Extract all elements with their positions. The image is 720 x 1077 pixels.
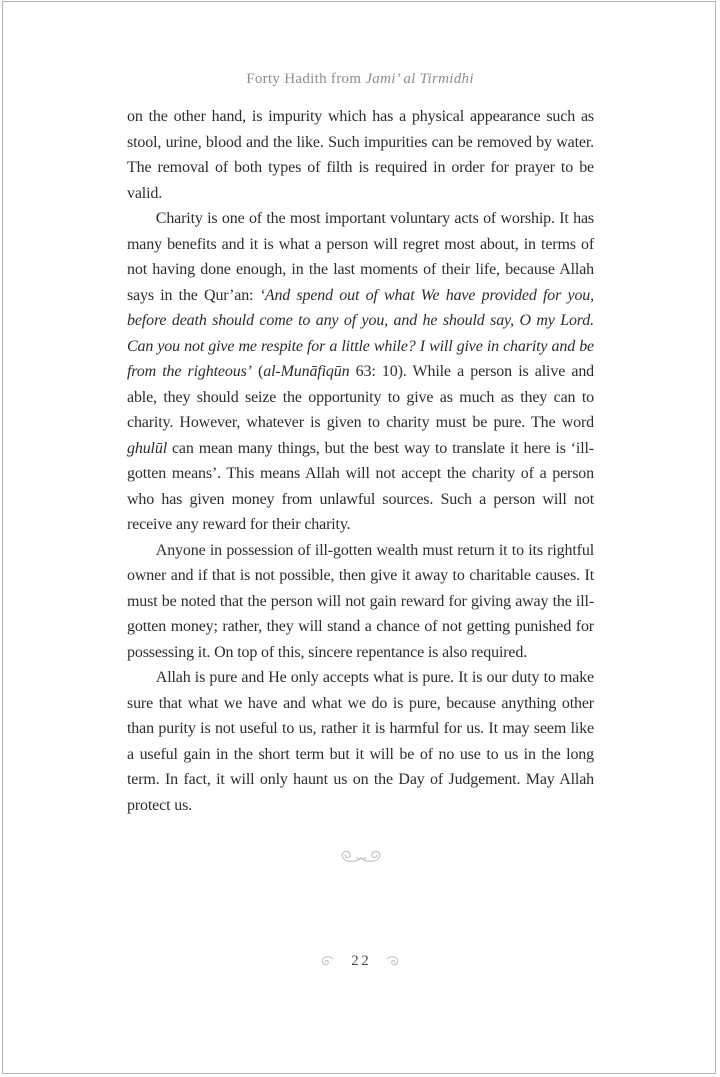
italic-text-run: ‘And spend out of what We have provided for you, before death should come to any of you, and he should say, O my Lord. Can you not give me respite for a little while? I will give in charity and be from the righteous’ [127,286,594,380]
scroll-divider-icon [333,849,389,865]
paragraph [127,104,594,206]
text-run: on the other hand, is impurity which has a physical appearance such as stool, urine, blood and the like. Such impurities can be removed by water. The removal of both types of filth is required in order for prayer to be valid. [127,108,594,202]
scroll-flourish-left-icon [320,955,334,967]
paragraph [127,538,594,666]
page-footer [0,951,720,971]
running-head-pretitle: Forty Hadith from [246,71,366,87]
running-head [0,71,720,88]
italic-text-run: ghulūl [127,439,167,457]
text-block [127,104,594,870]
text-run: Charity is one of the most important voluntary acts of worship. It has many benefits and it is what a person will regret most about, in terms of not having done enough, in the last moments of their life, because Allah says in the Qur’an: [127,210,594,304]
scroll-flourish-right-icon [386,955,400,967]
paragraph [127,206,594,538]
italic-text-run: al-Munāfiqūn [263,363,350,380]
text-run: 63: 10). While a person is alive and able, they should seize the opportunity to give as much as they can to charity. However, whatever is given to charity must be pure. The word [127,363,595,431]
text-run: Anyone in possession of ill-gotten wealth must return it to its rightful owner and if that is not possible, then give it away to charitable causes. It must be noted that the person will not gain reward for giving away the ill-gotten money; rather, they will stand a chance of not getting punished for possessing it. On top of this, sincere repentance is also required. [127,541,594,661]
paragraph [127,665,594,818]
text-run: ( [251,363,264,380]
text-run: Allah is pure and He only accepts what is pure. It is our duty to make sure that what we have and what we do is pure, because anything other than purity is not useful to us, rather it is harmful for us. It may seem like a useful gain in the short term but it will be of no use to us in the long term. In fact, it will only haunt us on the Day of Judgement. May Allah protect us. [127,669,594,814]
page-number: 22 [351,952,372,969]
divider-ornament [127,844,594,870]
running-head-book-title: Jami’ al Tirmidhi [365,71,474,87]
text-run: can mean many things, but the best way to translate it here is ‘ill-gotten means’. This means Allah will not accept the charity of a person who has given money from unlawful sources. Such a person will not receive any reward for their charity. [127,439,594,533]
